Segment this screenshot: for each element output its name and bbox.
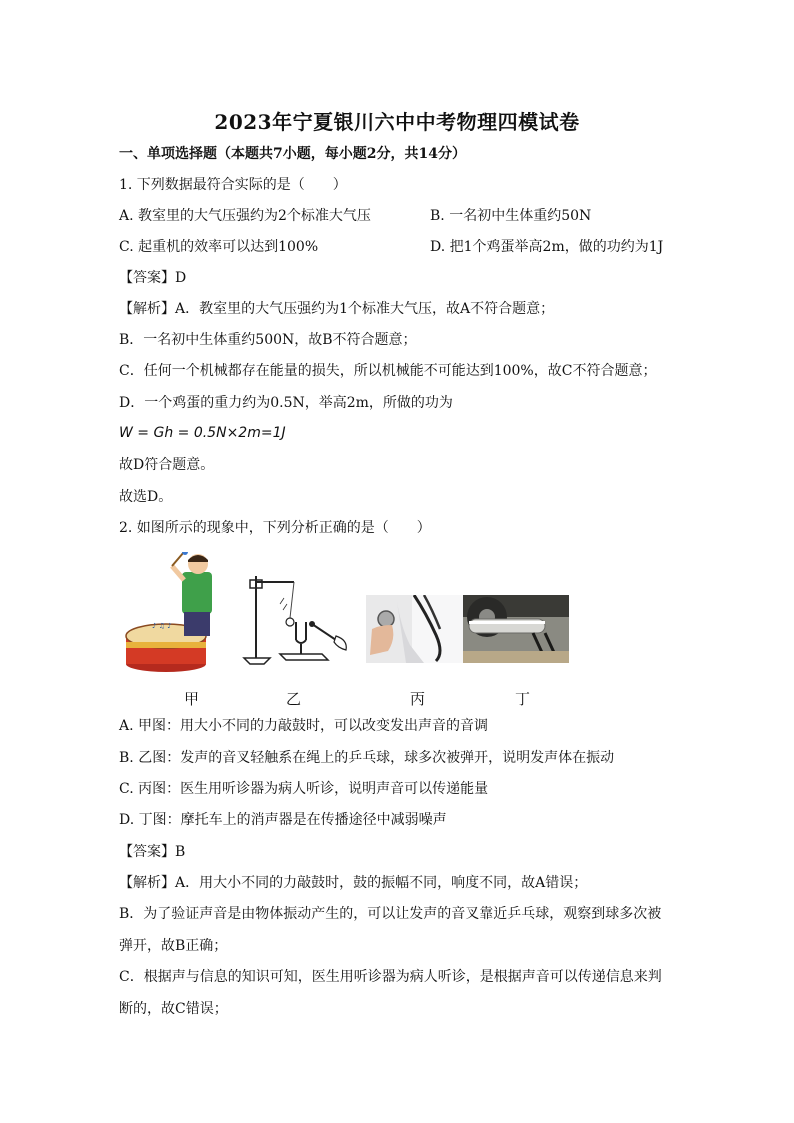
q2-explanation-b-2: 弹开，故B正确； [119,938,228,954]
page-title: 2023年宁夏银川六中中考物理四模试卷 [214,110,580,134]
q2-option-d: D. 丁图：摩托车上的消声器是在传播途径中减弱噪声 [119,812,447,828]
q1-option-a: A. 教室里的大气压强约为2个标准大气压 [119,208,371,224]
stethoscope-figure [366,595,463,663]
caption-jia: 甲 [184,690,200,708]
section-heading: 一、单项选择题（本题共7小题，每小题2分，共14分） [119,146,466,162]
q2-explanation-a: 【解析】A．用大小不同的力敲鼓时，鼓的振幅不同，响度不同，故A错误； [119,875,588,891]
q1-explanation-b: B．一名初中生体重约500N，故B不符合题意； [119,332,417,348]
q2-stem: 2. 如图所示的现象中，下列分析正确的是（ ） [119,520,431,536]
q1-stem: 1. 下列数据最符合实际的是（ ） [119,177,347,193]
q2-explanation-c-2: 断的，故C错误； [119,1001,228,1017]
q1-explanation-d: D．一个鸡蛋的重力约为0.5N，举高2m，所做的功为 [119,395,453,411]
q2-answer: 【答案】B [119,844,186,860]
caption-ding: 丁 [515,690,531,708]
tuning-fork-figure [240,570,352,670]
q2-option-c: C. 丙图：医生用听诊器为病人听诊，说明声音可以传递能量 [119,781,489,797]
caption-bing: 丙 [410,690,426,708]
caption-yi: 乙 [286,690,302,708]
q1-explanation-a: 【解析】A．教室里的大气压强约为1个标准大气压，故A不符合题意； [119,301,555,317]
q1-conclusion: 故D符合题意。 [119,457,215,473]
svg-text:♪ ♫ ♪: ♪ ♫ ♪ [152,622,172,630]
q1-option-d: D. 把1个鸡蛋举高2m，做的功约为1J [430,239,664,255]
motorcycle-muffler-figure [463,595,569,663]
q2-option-b: B. 乙图：发声的音叉轻触系在绳上的乒乓球，球多次被弹开，说明发声体在振动 [119,750,615,766]
q1-explanation-c: C．任何一个机械都存在能量的损失，所以机械能不可能达到100%，故C不符合题意； [119,363,657,379]
q1-option-c: C. 起重机的效率可以达到100% [119,239,319,255]
q1-answer: 【答案】D [119,270,187,286]
q1-formula: W = Gh = 0.5N×2m=1J [119,425,286,441]
q1-choice: 故选D。 [119,489,173,505]
q2-explanation-c-1: C．根据声与信息的知识可知，医生用听诊器为病人听诊，是根据声音可以传递信息来判 [119,969,662,985]
q2-explanation-b-1: B．为了验证声音是由物体振动产生的，可以让发声的音叉靠近乒乓球，观察到球多次被 [119,906,662,922]
q2-option-a: A. 甲图：用大小不同的力敲鼓时，可以改变发出声音的音调 [119,718,489,734]
drum-figure [122,552,232,674]
q1-option-b: B. 一名初中生体重约50N [430,208,592,224]
